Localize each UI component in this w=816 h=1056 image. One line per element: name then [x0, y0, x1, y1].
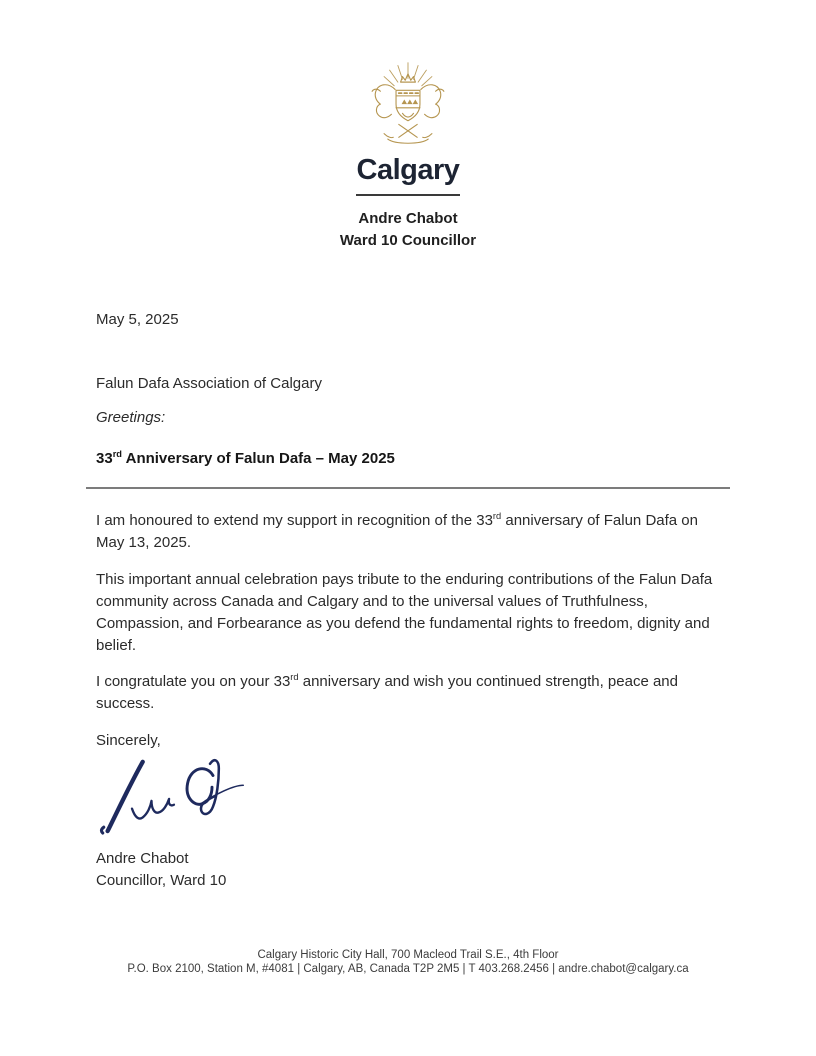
letter-footer	[0, 949, 816, 976]
subject-rule	[86, 487, 730, 489]
subject-line	[96, 448, 728, 470]
paragraph-2: This important annual celebration pays tribute to the enduring contributions of the Falun Dafa community across Canada and Calgary and to the universal values of Truthfulness, Compassion, and Forbearance as you defend the fundamental rights to freedom, dignity and belief.	[96, 571, 713, 655]
closing-line: Sincerely,	[96, 732, 161, 750]
paragraph-1-text: I am honoured to extend my support in recognition of the 33	[96, 512, 493, 530]
paragraph-1-ordinal-suffix: rd	[492, 511, 502, 522]
paragraph-3-text-rest: anniversary and wish you continued strength, peace and success.	[96, 673, 678, 713]
salutation-line: Greetings:	[96, 409, 166, 427]
subject-text-rest: Anniversary of Falun Dafa – May 2025	[122, 450, 395, 468]
subject-text: 33	[96, 450, 113, 468]
paragraph-1-text-rest: anniversary of Falun Dafa on May 13, 2025.	[96, 512, 698, 552]
calgary-wordmark: Calgary	[356, 154, 460, 187]
calgary-crest-icon	[362, 60, 454, 150]
letterhead-divider	[356, 194, 460, 196]
recipient-line: Falun Dafa Association of Calgary	[96, 375, 322, 393]
footer-address-line-2: P.O. Box 2100, Station M, #4081 | Calgary, AB, Canada T2P 2M5 | T 403.268.2456 | andre.chabot@calgary.ca	[127, 962, 689, 975]
paragraph-3-ordinal-suffix: rd	[290, 672, 299, 683]
councillor-title: Ward 10 Councillor	[339, 232, 477, 250]
councillor-name: Andre Chabot	[358, 210, 458, 228]
subject-ordinal-suffix: rd	[112, 449, 122, 460]
paragraph-3	[96, 671, 728, 715]
paragraph-3-text: I congratulate you on your 33	[96, 673, 291, 691]
letterhead	[0, 0, 816, 252]
handwritten-signature-icon	[98, 755, 728, 835]
sender-name: Andre Chabot	[96, 850, 189, 868]
sender-title: Councillor, Ward 10	[96, 872, 227, 890]
date-line: May 5, 2025	[96, 311, 179, 329]
letter-body	[96, 309, 728, 892]
paragraph-1	[96, 510, 728, 554]
footer-address-line-1: Calgary Historic City Hall, 700 Macleod Trail S.E., 4th Floor	[257, 949, 559, 961]
